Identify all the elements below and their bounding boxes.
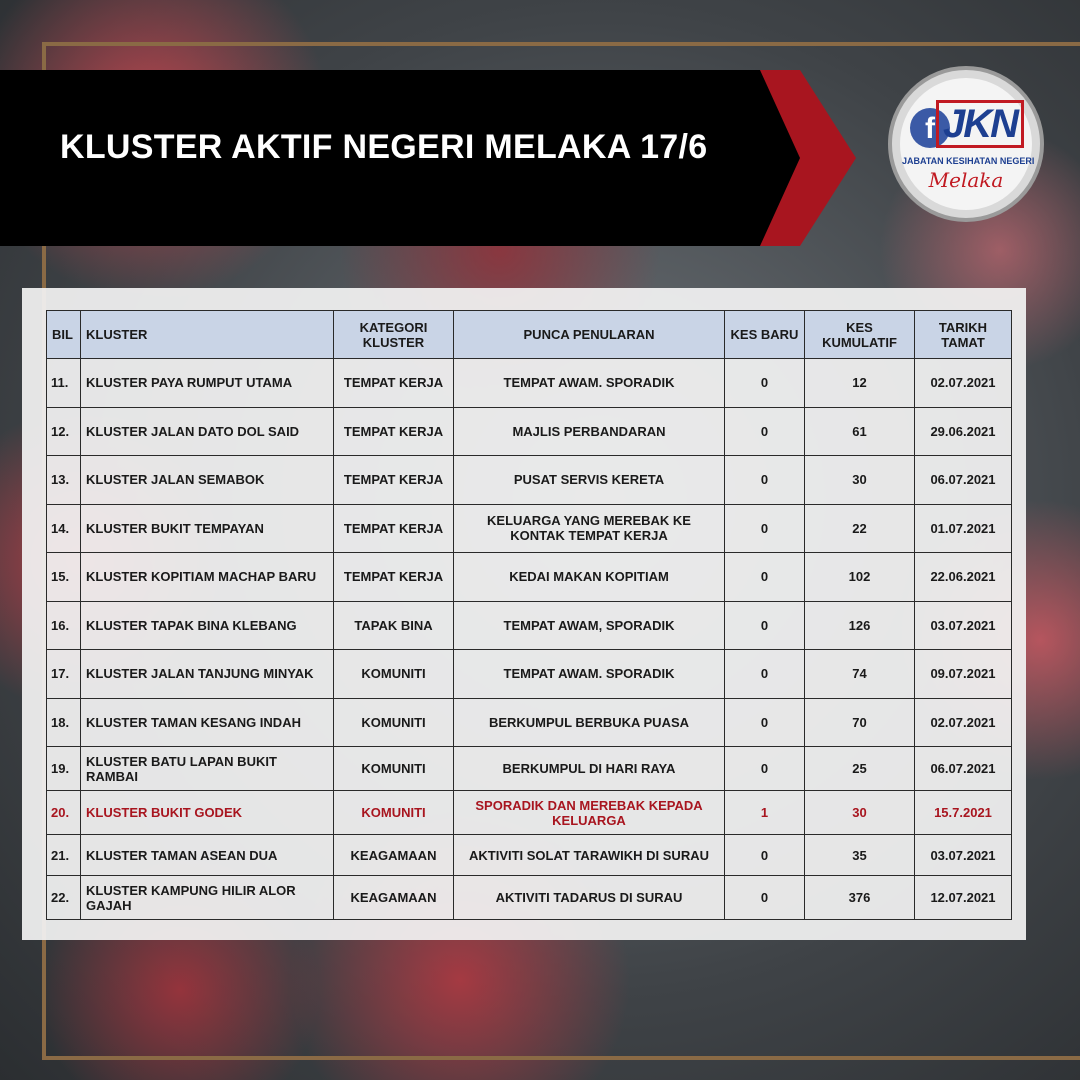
- table-row: [47, 876, 1012, 920]
- cell-kes-kumulatif: 102: [805, 553, 915, 602]
- table-row: [47, 504, 1012, 553]
- cell-kes-kumulatif: 35: [805, 835, 915, 876]
- cell-kes-baru: 0: [725, 553, 805, 602]
- cell-bil: 19.: [47, 747, 81, 791]
- cell-punca: TEMPAT AWAM. SPORADIK: [454, 359, 725, 408]
- table-row: [47, 601, 1012, 650]
- cell-kluster: KLUSTER TAMAN ASEAN DUA: [81, 835, 334, 876]
- cell-bil: 17.: [47, 650, 81, 699]
- cell-kes-kumulatif: 25: [805, 747, 915, 791]
- cell-punca: BERKUMPUL DI HARI RAYA: [454, 747, 725, 791]
- cell-kategori: TEMPAT KERJA: [334, 456, 454, 505]
- cell-kategori: TEMPAT KERJA: [334, 553, 454, 602]
- cell-tarikh: 06.07.2021: [915, 456, 1012, 505]
- cell-punca: AKTIVITI SOLAT TARAWIKH DI SURAU: [454, 835, 725, 876]
- cell-kategori: TEMPAT KERJA: [334, 504, 454, 553]
- cell-tarikh: 03.07.2021: [915, 601, 1012, 650]
- cell-kategori: KOMUNITI: [334, 791, 454, 835]
- cell-kluster: KLUSTER JALAN TANJUNG MINYAK: [81, 650, 334, 699]
- col-header-punca: PUNCA PENULARAN: [454, 311, 725, 359]
- table-row: [47, 747, 1012, 791]
- col-header-kluster: KLUSTER: [81, 311, 334, 359]
- table-row: [47, 359, 1012, 408]
- cell-kluster: KLUSTER KAMPUNG HILIR ALOR GAJAH: [81, 876, 334, 920]
- cell-bil: 13.: [47, 456, 81, 505]
- cell-kluster: KLUSTER TAPAK BINA KLEBANG: [81, 601, 334, 650]
- table-header-row: [47, 311, 1012, 359]
- cell-kes-baru: 0: [725, 698, 805, 747]
- cell-kes-kumulatif: 74: [805, 650, 915, 699]
- cell-kategori: TEMPAT KERJA: [334, 407, 454, 456]
- cell-kategori: KEAGAMAAN: [334, 876, 454, 920]
- cell-punca: TEMPAT AWAM, SPORADIK: [454, 601, 725, 650]
- table-row: [47, 698, 1012, 747]
- cell-kes-kumulatif: 12: [805, 359, 915, 408]
- cell-kategori: KOMUNITI: [334, 698, 454, 747]
- cell-punca: KEDAI MAKAN KOPITIAM: [454, 553, 725, 602]
- cell-bil: 15.: [47, 553, 81, 602]
- cell-kes-baru: 0: [725, 407, 805, 456]
- col-header-kes-kumulatif: KES KUMULATIF: [805, 311, 915, 359]
- col-header-kes-baru: KES BARU: [725, 311, 805, 359]
- cell-kes-baru: 1: [725, 791, 805, 835]
- cell-bil: 11.: [47, 359, 81, 408]
- cell-kes-kumulatif: 70: [805, 698, 915, 747]
- col-header-kategori: KATEGORI KLUSTER: [334, 311, 454, 359]
- cell-bil: 12.: [47, 407, 81, 456]
- cell-tarikh: 02.07.2021: [915, 698, 1012, 747]
- col-header-tarikh: TARIKH TAMAT: [915, 311, 1012, 359]
- cell-kluster: KLUSTER BUKIT GODEK: [81, 791, 334, 835]
- cell-kategori: TAPAK BINA: [334, 601, 454, 650]
- logo-script: Melaka: [928, 168, 1004, 192]
- cell-tarikh: 12.07.2021: [915, 876, 1012, 920]
- cell-kes-kumulatif: 61: [805, 407, 915, 456]
- cell-kes-kumulatif: 376: [805, 876, 915, 920]
- cell-kes-baru: 0: [725, 504, 805, 553]
- cell-kluster: KLUSTER KOPITIAM MACHAP BARU: [81, 553, 334, 602]
- cell-kes-kumulatif: 126: [805, 601, 915, 650]
- cell-kes-baru: 0: [725, 747, 805, 791]
- table-row: [47, 650, 1012, 699]
- cell-kluster: KLUSTER TAMAN KESANG INDAH: [81, 698, 334, 747]
- cell-punca: AKTIVITI TADARUS DI SURAU: [454, 876, 725, 920]
- cell-kategori: KEAGAMAAN: [334, 835, 454, 876]
- table-row: [47, 553, 1012, 602]
- cell-bil: 16.: [47, 601, 81, 650]
- cell-kes-baru: 0: [725, 876, 805, 920]
- table-row: [47, 456, 1012, 505]
- cell-bil: 14.: [47, 504, 81, 553]
- cell-tarikh: 15.7.2021: [915, 791, 1012, 835]
- cell-kes-baru: 0: [725, 456, 805, 505]
- cell-bil: 21.: [47, 835, 81, 876]
- cluster-table: [46, 310, 1012, 920]
- cell-tarikh: 29.06.2021: [915, 407, 1012, 456]
- facebook-icon: f: [910, 108, 950, 148]
- cell-kategori: KOMUNITI: [334, 650, 454, 699]
- cell-bil: 22.: [47, 876, 81, 920]
- cell-bil: 20.: [47, 791, 81, 835]
- cell-kes-kumulatif: 30: [805, 456, 915, 505]
- cell-kategori: KOMUNITI: [334, 747, 454, 791]
- col-header-bil: BIL: [47, 311, 81, 359]
- cell-kes-baru: 0: [725, 359, 805, 408]
- table-row-highlighted: [47, 791, 1012, 835]
- cell-kluster: KLUSTER JALAN DATO DOL SAID: [81, 407, 334, 456]
- logo-mark: JKN: [936, 100, 1024, 148]
- cell-tarikh: 06.07.2021: [915, 747, 1012, 791]
- cell-kategori: TEMPAT KERJA: [334, 359, 454, 408]
- cell-punca: BERKUMPUL BERBUKA PUASA: [454, 698, 725, 747]
- cell-kes-kumulatif: 30: [805, 791, 915, 835]
- cell-kluster: KLUSTER PAYA RUMPUT UTAMA: [81, 359, 334, 408]
- cell-kluster: KLUSTER BUKIT TEMPAYAN: [81, 504, 334, 553]
- cell-tarikh: 03.07.2021: [915, 835, 1012, 876]
- page-title: KLUSTER AKTIF NEGERI MELAKA 17/6: [60, 128, 708, 166]
- cell-kes-baru: 0: [725, 601, 805, 650]
- cell-tarikh: 22.06.2021: [915, 553, 1012, 602]
- table-row: [47, 835, 1012, 876]
- jkn-logo: [888, 66, 1044, 222]
- cell-kes-baru: 0: [725, 650, 805, 699]
- cell-bil: 18.: [47, 698, 81, 747]
- cell-tarikh: 02.07.2021: [915, 359, 1012, 408]
- cell-kluster: KLUSTER BATU LAPAN BUKIT RAMBAI: [81, 747, 334, 791]
- cell-punca: TEMPAT AWAM. SPORADIK: [454, 650, 725, 699]
- cell-punca: KELUARGA YANG MEREBAK KE KONTAK TEMPAT KERJA: [454, 504, 725, 553]
- cell-tarikh: 09.07.2021: [915, 650, 1012, 699]
- cell-kluster: KLUSTER JALAN SEMABOK: [81, 456, 334, 505]
- logo-subtitle: JABATAN KESIHATAN NEGERI: [902, 156, 1035, 166]
- cell-punca: PUSAT SERVIS KERETA: [454, 456, 725, 505]
- cell-punca: SPORADIK DAN MEREBAK KEPADA KELUARGA: [454, 791, 725, 835]
- cell-kes-kumulatif: 22: [805, 504, 915, 553]
- table-row: [47, 407, 1012, 456]
- cell-punca: MAJLIS PERBANDARAN: [454, 407, 725, 456]
- cell-tarikh: 01.07.2021: [915, 504, 1012, 553]
- cell-kes-baru: 0: [725, 835, 805, 876]
